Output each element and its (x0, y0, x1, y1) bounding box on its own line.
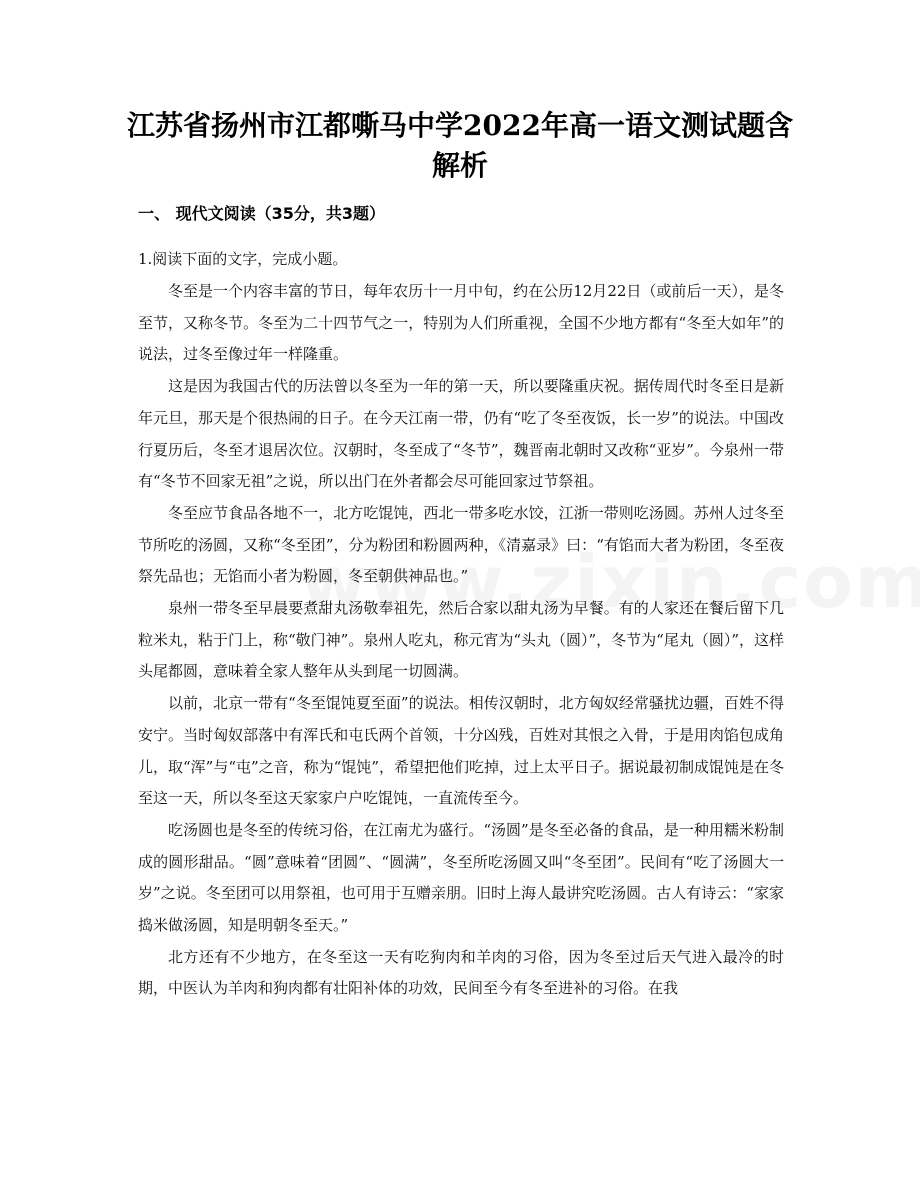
passage-paragraph-1: 冬至是一个内容丰富的节日，每年农历十一月中旬，约在公历12月22日（或前后一天），是冬至节，又称冬节。冬至为二十四节气之一，特别为人们所重视，全国不少地方都有“冬至大如年”的说法，过冬至像过年一样隆重。 (138, 282, 784, 364)
passage-paragraph-2: 这是因为我国古代的历法曾以冬至为一年的第一天，所以要隆重庆祝。据传周代时冬至日是新年元旦，那天是个很热闹的日子。在今天江南一带，仍有“吃了冬至夜饭，长一岁”的说法。中国改行夏历后，冬至才退居次位。汉朝时，冬至成了“冬节”，魏晋南北朝时又改称“亚岁”。今泉州一带有“冬节不回家无祖”之说，所以出门在外者都会尽可能回家过节祭祖。 (138, 377, 784, 491)
question-prompt: 1.阅读下面的文字，完成小题。 (138, 250, 348, 268)
passage-paragraph-3: 冬至应节食品各地不一，北方吃馄饨，西北一带多吃水饺，江浙一带则吃汤圆。苏州人过冬至节所吃的汤圆，又称“冬至团”，分为粉团和粉圆两种，《清嘉录》曰：“有馅而大者为粉团，冬至夜祭先品也；无馅而小者为粉圆，冬至朝供神品也。” (138, 503, 784, 586)
passage-body (138, 276, 784, 1005)
passage-paragraph-6: 吃汤圆也是冬至的传统习俗，在江南尤为盛行。“汤圆”是冬至必备的食品，是一种用糯米粉制成的圆形甜品。“圆”意味着“团圆”、“圆满”，冬至所吃汤圆又叫“冬至团”。民间有“吃了汤圆大一岁”之说。冬至团可以用祭祖，也可用于互赠亲朋。旧时上海人最讲究吃汤圆。古人有诗云：“家家捣米做汤圆，知是明朝冬至天。” (138, 820, 784, 935)
document-title: 江苏省扬州市江都嘶马中学2022年高一语文测试题含解析 (127, 109, 793, 182)
passage-paragraph-4: 泉州一带冬至早晨要煮甜丸汤敬奉祖先，然后合家以甜丸汤为早餐。有的人家还在餐后留下几粒米丸，粘于门上，称“敬门神”。泉州人吃丸，称元宵为“头丸（圆）”，冬节为“尾丸（圆）”，这样头尾都圆，意味着全家人整年从头到尾一切圆满。 (138, 599, 785, 681)
passage-paragraph-5: 以前，北京一带有“冬至馄饨夏至面”的说法。相传汉朝时，北方匈奴经常骚扰边疆，百姓不得安宁。当时匈奴部落中有浑氏和屯氏两个首领，十分凶残，百姓对其恨之入骨，于是用肉馅包成角儿，取“浑”与“屯”之音，称为“馄饨”，希望把他们吃掉，过上太平日子。据说最初制成馄饨是在冬至这一天，所以冬至这天家家户户吃馄饨，一直流传至今。 (138, 694, 785, 808)
section-heading: 一、 现代文阅读（35分，共3题） (138, 204, 385, 223)
passage-paragraph-7: 北方还有不少地方，在冬至这一天有吃狗肉和羊肉的习俗，因为冬至过后天气进入最冷的时期，中医认为羊肉和狗肉都有壮阳补体的功效，民间至今有冬至进补的习俗。在我 (138, 947, 784, 998)
